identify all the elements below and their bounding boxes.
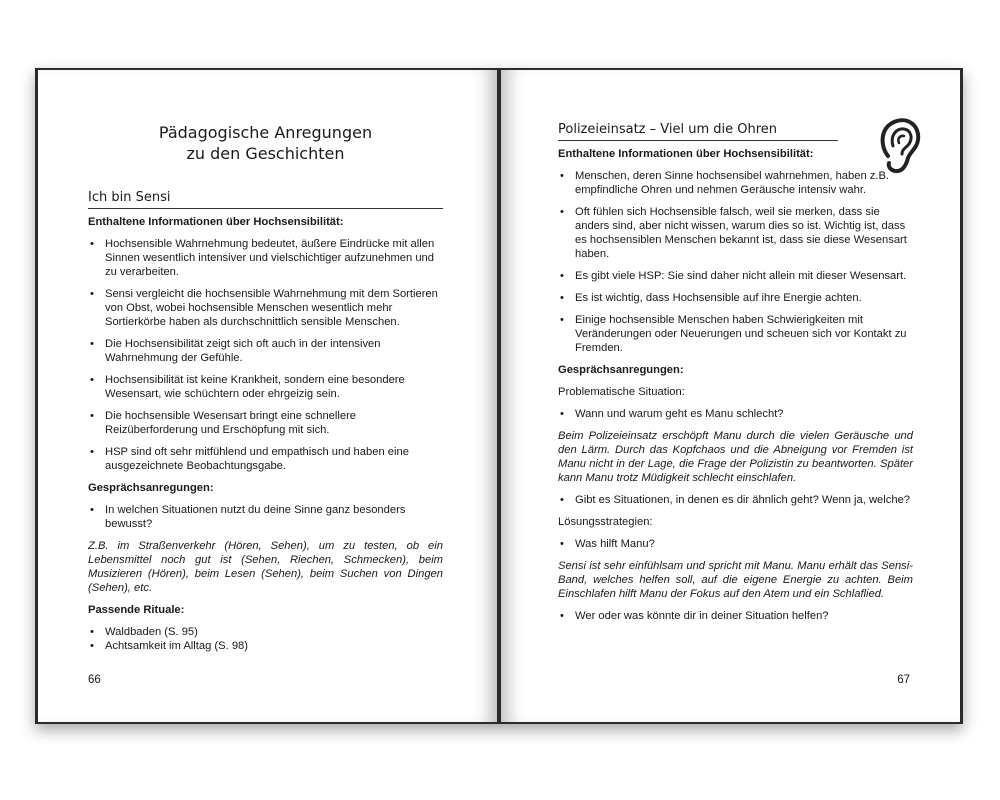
solution-label: Lösungsstrategien:: [558, 516, 653, 528]
info-item: • Hochsensibilität ist keine Krankheit, sondern eine besondere Wesensart, wie schüchtern oder ehrgeizig sein.: [88, 373, 443, 401]
solution-answer: Sensi ist sehr einfühlsam und spricht mit Manu. Manu erhält das Sensi-Band, welches helfen soll, auf die eigene Energie zu achten. Beim Einschlafen hilft Manu der Fokus auf den Atem und ein Schlaflied.: [558, 560, 913, 600]
problem-label: Problematische Situation:: [558, 386, 685, 398]
info-heading: Enthaltene Informationen über Hochsensibilität:: [88, 216, 344, 228]
problem-question: • Wann und warum geht es Manu schlecht?: [558, 407, 913, 421]
talk-heading: Gesprächsanregungen:: [558, 364, 684, 376]
rituals-list: [88, 625, 443, 653]
info-item: • Oft fühlen sich Hochsensible falsch, weil sie merken, dass sie anders sind, aber nicht wissen, warum dies so ist. Wichtig ist, dass es hochsensiblen Menschen bekannt ist, dass sie diese Wesensart haben.: [558, 205, 913, 261]
page-number-right: 67: [897, 674, 910, 686]
chapter-title-line2: zu den Geschichten: [186, 144, 345, 163]
info-item: • Einige hochsensible Menschen haben Schwierigkeiten mit Veränderungen oder Neuerungen und scheuen sich vor Kontakt zu Fremden.: [558, 313, 913, 355]
rituals-heading: Passende Rituale:: [88, 604, 185, 616]
talk-example: Z.B. im Straßenverkehr (Hören, Sehen), um zu testen, ob ein Lebensmittel noch gut ist (Sehen, Riechen, Schmecken), beim Musizieren (Hören), beim Lesen (Sehen), beim Suchen von Dingen (Sehen), etc.: [88, 540, 443, 594]
section-title-polizeieinsatz: Polizeieinsatz – Viel um die Ohren: [558, 122, 838, 141]
ritual-item: • Achtsamkeit im Alltag (S. 98): [88, 639, 443, 653]
info-item: • Es ist wichtig, dass Hochsensible auf ihre Energie achten.: [558, 291, 913, 305]
info-list: [88, 237, 443, 473]
info-list: [558, 169, 913, 355]
info-item: • Es gibt viele HSP: Sie sind daher nicht allein mit dieser Wesensart.: [558, 269, 913, 283]
help-question: • Wer oder was könnte dir in deiner Situation helfen?: [558, 609, 913, 623]
talk-heading: Gesprächsanregungen:: [88, 482, 214, 494]
info-item: • Die hochsensible Wesensart bringt eine schnellere Reizüberforderung und Erschöpfung mit sich.: [88, 409, 443, 437]
chapter-title: [88, 122, 443, 164]
section-title-ich-bin-sensi: Ich bin Sensi: [88, 190, 443, 209]
info-item: • Sensi vergleicht die hochsensible Wahrnehmung mit dem Sortieren von Obst, wobei hochsensible Menschen wesentlich mehr Sortierkörbe haben als durchschnittlich sensible Menschen.: [88, 287, 443, 329]
ritual-item: • Waldbaden (S. 95): [88, 625, 443, 639]
talk-question: • In welchen Situationen nutzt du deine Sinne ganz besonders bewusst?: [88, 503, 443, 531]
info-item: • Menschen, deren Sinne hochsensibel wahrnehmen, haben z.B. empfindliche Ohren und nehmen Geräusche intensiv wahr.: [558, 169, 913, 197]
info-item: • Hochsensible Wahrnehmung bedeutet, äußere Eindrücke mit allen Sinnen wesentlich intensiver und vielschichtiger aufzunehmen und zu verarbeiten.: [88, 237, 443, 279]
solution-question: • Was hilft Manu?: [558, 537, 913, 551]
page-number-left: 66: [88, 674, 101, 686]
left-page: [38, 70, 497, 722]
problem-list: [558, 407, 913, 421]
similar-list: [558, 493, 913, 507]
info-heading: Enthaltene Informationen über Hochsensibilität:: [558, 148, 814, 160]
similar-question: • Gibt es Situationen, in denen es dir ähnlich geht? Wenn ja, welche?: [558, 493, 913, 507]
chapter-title-line1: Pädagogische Anregungen: [158, 123, 373, 142]
help-list: [558, 609, 913, 623]
problem-answer: Beim Polizeieinsatz erschöpft Manu durch die vielen Geräusche und den Lärm. Durch das Kopfchaos und die Abneigung vor Fremden ist Manu nicht in der Lage, die Frage der Polizistin zu beantworten. Später kann Manu trotz Müdigkeit schlecht einschlafen.: [558, 430, 913, 484]
talk-list: [88, 503, 443, 531]
info-item: • HSP sind oft sehr mitfühlend und empathisch und haben eine ausgezeichnete Beobachtungsgabe.: [88, 445, 443, 473]
open-book: [35, 68, 963, 724]
info-item: • Die Hochsensibilität zeigt sich oft auch in der intensiven Wahrnehmung der Gefühle.: [88, 337, 443, 365]
solution-list: [558, 537, 913, 551]
right-page-content: [558, 122, 913, 631]
right-page: [501, 70, 960, 722]
left-page-content: [88, 122, 443, 661]
